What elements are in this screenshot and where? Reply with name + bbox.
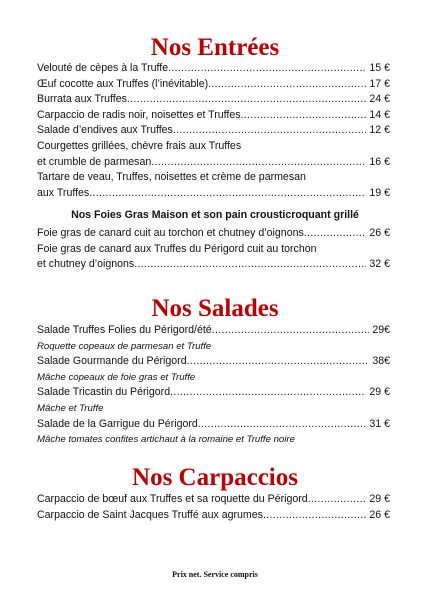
menu-item-price: 26 € [369,227,390,239]
foies-gras-subtitle: Nos Foies Gras Maison et son pain crousticroquant grillé [71,209,359,221]
menu-item-name: Carpaccio de Saint Jacques Truffé aux agrumes [37,508,263,521]
menu-item-price: 32 € [369,258,390,271]
menu-item-price: 19 € [369,186,390,199]
menu-item-price: 26 € [369,508,390,521]
menu-item-name: Burrata aux Truffes [37,93,127,106]
menu-item-name: Œuf cocotte aux Truffes (l’inévitable) [37,77,209,90]
dot-leader [151,155,366,171]
menu-item [37,508,390,524]
menu-item-name: aux Truffes [37,186,90,199]
menu-item-note: Mâche et Truffe [37,402,104,414]
menu-item-name: Foie gras de canard cuit au torchon et chutney d’oignons [37,227,304,239]
menu-item [37,492,390,508]
menu-item-price: 24 € [369,93,390,106]
menu-item-price: 29 € [369,386,390,399]
menu-item-line: Foie gras de canard aux Truffes du Périgord cuit au torchon [37,242,317,255]
menu-item-note: Roquette copeaux de parmesan et Truffe [37,340,212,352]
menu-item [37,385,390,401]
menu-item-price: 15 € [369,62,390,74]
dot-leader [173,123,367,139]
menu-item [37,323,390,339]
dot-leader [304,226,367,242]
menu-item [37,226,390,242]
menu-item-note: Mâche tomates confites artichaut à la romaine et Truffe noire [37,434,295,446]
salades-list [37,323,390,448]
menu-item-name: Salade Tricastin du Périgord [37,386,171,399]
menu-item-price: 31 € [369,417,390,430]
menu-item [37,417,390,433]
dot-leader [187,354,370,370]
menu-item-name: et chutney d’oignons [37,258,135,271]
menu-item [37,257,390,273]
menu-item-name: Velouté de cèpes à la Truffe [37,62,169,74]
dot-leader [198,417,367,433]
menu-item [37,354,390,370]
dot-leader [134,257,366,273]
dot-leader [263,508,366,524]
menu-item [37,186,390,202]
menu-item [37,92,390,108]
dot-leader [308,492,367,508]
menu-item-price: 12 € [369,124,390,137]
entrees-title: Nos Entrées [150,34,280,61]
carpaccios-title: Nos Carpaccios [132,464,298,491]
menu-item [37,77,390,93]
menu-item [37,108,390,124]
dot-leader [170,385,366,401]
dot-leader [127,92,366,108]
menu-item-name: Carpaccio de bœuf aux Truffes et sa roquette du Périgord [37,493,308,505]
dot-leader [168,61,366,77]
dot-leader [208,77,366,93]
menu-item-price: 14 € [369,108,390,121]
menu-item-line: Tartare de veau, Truffes, noisettes et crème de parmesan [37,171,306,184]
carpaccios-list [37,492,390,523]
salades-title: Nos Salades [151,295,279,322]
menu-item-price: 29€ [372,324,390,336]
menu-item-price: 17 € [369,77,390,90]
menu-item [37,61,390,77]
menu-item-note: Mâche copeaux de foie gras et Truffe [37,371,196,383]
dot-leader [89,186,366,202]
menu-item-name: Salade d’endives aux Truffes [37,124,173,137]
menu-item [37,123,390,139]
dot-leader [212,323,370,339]
menu-item-price: 29 € [369,493,390,505]
menu-item-name: Salade Truffes Folies du Périgord/été [37,324,212,336]
menu-item-name: Carpaccio de radis noir, noisettes et Truffes [37,108,241,121]
foies-gras-list [37,226,390,273]
menu-item-price: 38€ [372,355,390,368]
menu-item-price: 16 € [369,155,390,168]
dot-leader [241,108,367,124]
menu-item-name: et crumble de parmesan [37,155,152,168]
menu-item-name: Salade Gourmande du Périgord [37,355,187,368]
menu-item-line: Courgettes grillées, chèvre frais aux Truffes [37,139,242,152]
menu-item-name: Salade de la Garrigue du Périgord [37,417,198,430]
footer-note: Prix net. Service compris [172,570,258,579]
menu-item [37,155,390,171]
entrees-list [37,61,390,201]
